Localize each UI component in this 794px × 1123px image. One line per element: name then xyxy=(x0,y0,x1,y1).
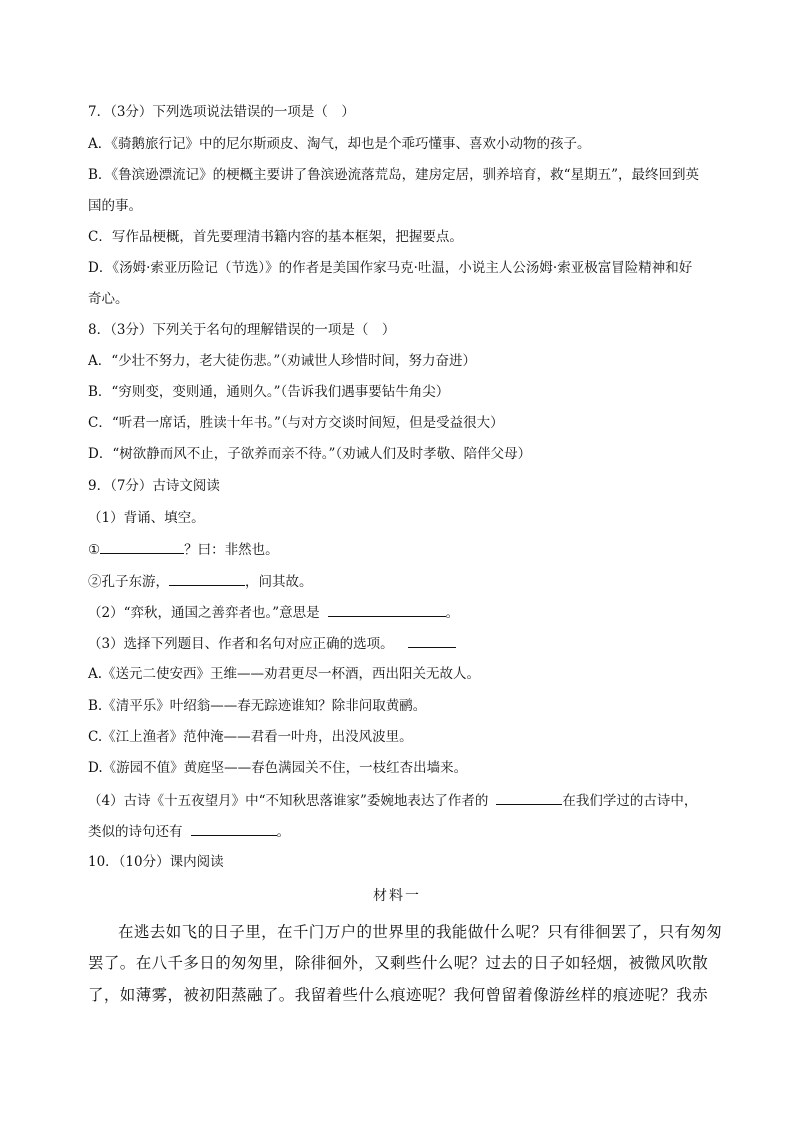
question-9-item-1 xyxy=(88,539,279,560)
question-9-part-2 xyxy=(88,602,459,623)
question-9-part-4-line-2 xyxy=(88,821,290,842)
question-9-option-d: D.《游园不值》黄庭坚——春色满园关不住，一枝红杏出墙来。 xyxy=(88,760,468,776)
material-title: 材料一 xyxy=(373,888,421,904)
passage-line-1: 在逃去如飞的日子里，在千门万户的世界里的我能做什么呢？只有徘徊罢了，只有匆匆 xyxy=(118,923,723,941)
answer-blank-2[interactable] xyxy=(169,571,245,586)
question-7-option-b: B．《鲁滨逊漂流记》的梗概主要讲了鲁滨逊流落荒岛，建房定居，驯养培育，救“星期五”，最终回到英 xyxy=(88,167,699,183)
question-7-stem: 7．（3分）下列选项说法错误的一项是（ ） xyxy=(88,104,355,120)
question-7-option-a: A．《骑鹅旅行记》中的尼尔斯顽皮、淘气，却也是个乖巧懂事、喜欢小动物的孩子。 xyxy=(88,136,591,152)
answer-blank-3[interactable] xyxy=(328,602,446,617)
question-7-option-d: D．《汤姆·索亚历险记（节选）》的作者是美国作家马克·吐温，小说主人公汤姆·索亚极富冒险精神和好 xyxy=(88,260,693,276)
question-9-stem: 9．（7分）古诗文阅读 xyxy=(88,478,220,494)
item-2-suffix: ，问其故。 xyxy=(245,574,313,590)
passage-line-3: 了，如薄雾，被初阳蒸融了。我留着些什么痕迹呢？我何曾留着像游丝样的痕迹呢？我赤 xyxy=(88,986,709,1004)
answer-blank-4[interactable] xyxy=(408,633,456,648)
part-4-line-2-prefix: 类似的诗句还有 xyxy=(88,824,183,840)
question-9-part-4 xyxy=(88,790,697,811)
part-2-prefix: （2）“弈秋，通国之善弈者也。”意思是 xyxy=(88,605,320,621)
question-9-option-b: B.《清平乐》叶绍翁——春无踪迹谁知？除非问取黄鹂。 xyxy=(88,698,427,714)
answer-blank-1[interactable] xyxy=(100,539,184,554)
question-9-part-1: （1）背诵、填空。 xyxy=(88,510,205,526)
question-9-part-3 xyxy=(88,633,456,654)
item-2-prefix: ②孔子东游， xyxy=(88,574,169,590)
question-7-option-c: C．写作品梗概，首先要理清书籍内容的基本框架，把握要点。 xyxy=(88,229,463,245)
passage-line-2: 罢了。在八千多日的匆匆里，除徘徊外，又剩些什么呢？过去的日子如轻烟，被微风吹散 xyxy=(88,954,709,972)
question-9-option-c: C.《江上渔者》范仲淹——君看一叶舟，出没风波里。 xyxy=(88,729,413,745)
question-8-option-c: C．“听君一席话，胜读十年书。”（与对方交谈时间短，但是受益很大） xyxy=(88,415,504,431)
question-9-option-a: A.《送元二使安西》王维——劝君更尽一杯酒，西出阳关无故人。 xyxy=(88,666,481,682)
item-1-prefix: ① xyxy=(88,542,101,558)
question-8-option-a: A．“少壮不努力，老大徒伤悲。”（劝诫世人珍惜时间，努力奋进） xyxy=(88,353,477,369)
part-4-middle: 在我们学过的古诗中， xyxy=(562,793,698,809)
answer-blank-6[interactable] xyxy=(191,821,277,836)
part-4-prefix: （4）古诗《十五夜望月》中“不知秋思落谁家”委婉地表达了作者的 xyxy=(88,793,489,809)
question-8-option-d: D．“树欲静而风不止，子欲养而亲不待。”（劝诫人们及时孝敬、陪伴父母） xyxy=(88,446,532,462)
part-3-text: （3）选择下列题目、作者和名句对应正确的选项。 xyxy=(88,636,394,652)
question-7-option-b-continued: 国的事。 xyxy=(88,198,142,214)
question-10-stem: 10．（10分）课内阅读 xyxy=(88,854,224,870)
question-8-option-b: B．“穷则变，变则通，通则久。”（告诉我们遇事要钻牛角尖） xyxy=(88,384,450,400)
question-7-option-d-continued: 奇心。 xyxy=(88,291,129,307)
question-8-stem: 8．（3分）下列关于名句的理解错误的一项是（ ） xyxy=(88,322,396,338)
item-1-suffix: ？曰：非然也。 xyxy=(184,542,279,558)
part-2-suffix: 。 xyxy=(445,605,460,621)
answer-blank-5[interactable] xyxy=(496,790,562,805)
part-4-line-2-suffix: 。 xyxy=(276,824,290,840)
question-9-item-2 xyxy=(88,571,313,592)
